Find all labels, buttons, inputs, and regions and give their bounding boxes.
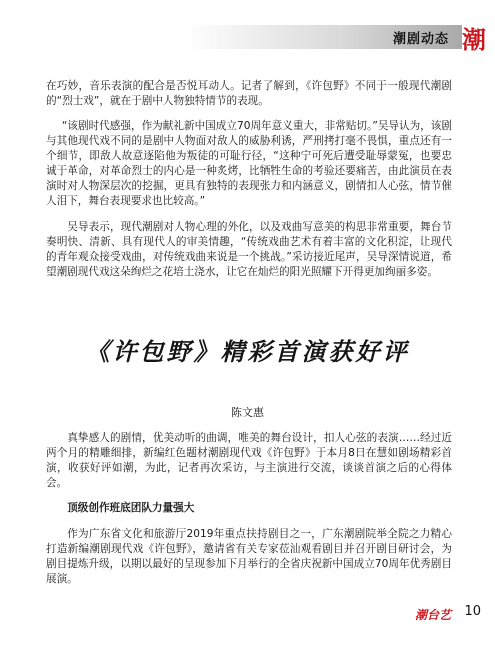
section-subheading: 顶级创作班底团队力量强大	[67, 502, 195, 515]
author-byline: 陈文惠	[231, 406, 264, 419]
page-header	[0, 12, 495, 62]
paragraph: 吴导表示，现代潮剧对人物心理的外化，以及戏曲写意美的构思非常重要，舞台节奏明快、清新、具有现代人的审美情趣，“传统戏曲艺术有着丰富的文化积淀，让现代的青年观众接受戏曲，对传统戏曲来说是一个挑战。”采访接近尾声，吴导深情说道，希望潮剧现代戏这朵绚烂之花培土浇水，让它在灿烂的阳光照耀下开得更加绚丽多姿。	[46, 220, 452, 278]
paragraph: 真挚感人的剧情，优美动听的曲调，唯美的舞台设计，扣人心弦的表演……经过近两个月的精雕细排，新编红色题材潮剧现代戏《许包野》于本月8日在慧如剧场精彩首演，收获好评如潮，为此，记者再次采访，与主演进行交流，谈谈首演之后的心得体会。	[46, 431, 452, 489]
magazine-brand-logo: 潮台艺	[414, 608, 451, 622]
article-headline: 《许包野》精彩首演获好评	[85, 337, 410, 366]
paragraph: 作为广东省文化和旅游厅2019年重点扶持剧目之一，广东潮剧院举全院之力精心打造新编潮剧现代戏《许包野》，邀请省有关专家莅汕观看剧目并召开剧目研讨会，为剧目提炼升级，以期以最好的呈现参加下月举行的全省庆祝新中国成立70周年优秀剧目展演。	[46, 527, 452, 585]
article-top-text	[46, 68, 452, 290]
section-seal-logo: 潮	[462, 25, 486, 54]
paragraph: “该剧时代感强，作为献礼新中国成立70周年意义重大，非常贴切。”吴导认为，该剧与其他现代戏不同的是剧中人物面对敌人的威胁利诱，严刑拷打毫不畏惧，重点还有一个细节，即敌人故意逐陷他为叛徒的可耻行径，“这种宁可死后遭受耻辱蒙冤，也要忠诚于革命，对革命烈士的内心是一种炙烤，比牺牲生命的考验还要痛苦，由此演员在表演时对人物深层次的挖掘，更具有独特的表现张力和内涵意义，剧情扣人心弦，情节催人泪下，舞台表现要求也比较高。”	[46, 120, 452, 208]
article-bottom-text	[46, 420, 452, 597]
section-title: 潮剧动态	[392, 32, 449, 47]
page-number: 10	[464, 604, 481, 619]
paragraph: 在巧妙，音乐表演的配合是否悦耳动人。记者了解到，《许包野》不同于一般现代潮剧的“烈士戏”，就在于剧中人物独特情节的表现。	[46, 79, 452, 107]
